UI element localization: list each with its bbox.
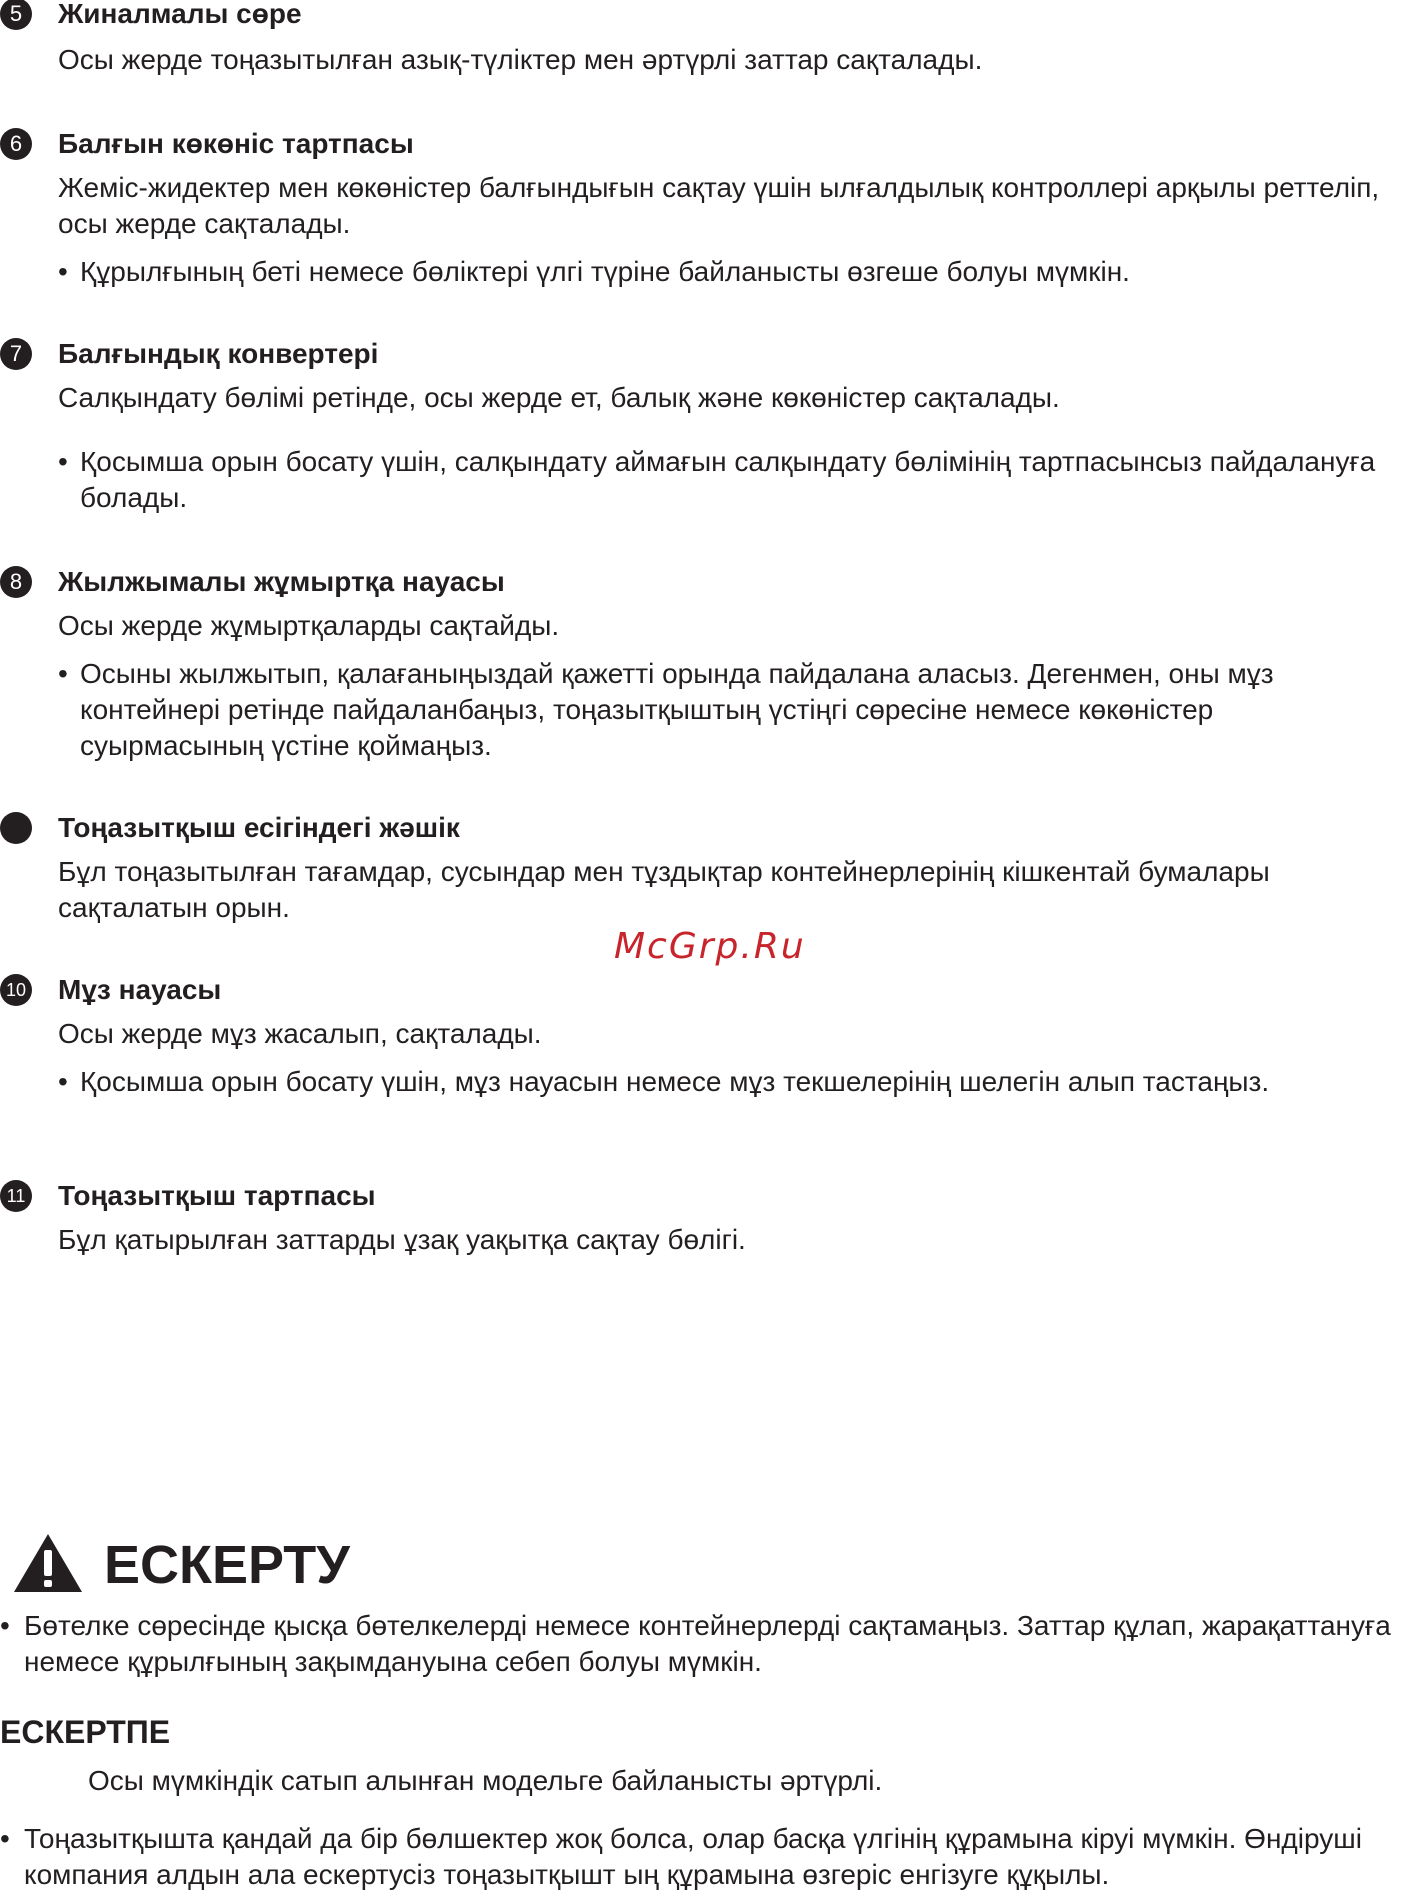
section-title: Жылжымалы жұмыртқа науасы: [58, 566, 505, 597]
section-title: Жиналмалы сөре: [58, 0, 302, 29]
section-title: Мұз науасы: [58, 974, 222, 1005]
bullet-item: [58, 1064, 1398, 1100]
number-badge-5: 5: [0, 0, 32, 30]
section-text: Салқындату бөлімі ретінде, осы жерде ет, балық және көкөністер сақталады.: [58, 382, 1060, 413]
section-title: Тоңазытқыш есігіндегі жәшік: [58, 812, 460, 843]
note-intro: Осы мүмкіндік сатып алынған модельге байланысты әртүрлі.: [88, 1765, 883, 1796]
note-title: ЕСКЕРТПЕ: [0, 1714, 171, 1750]
bullet-item: [58, 254, 1398, 290]
bullet-text: Қосымша орын босату үшін, мұз науасын немесе мұз текшелерінің шелегін алып тастаңыз.: [80, 1066, 1270, 1097]
bullet-dot-icon: •: [58, 256, 68, 287]
number-badge-6: 6: [0, 128, 32, 160]
bullet-dot-icon: •: [58, 658, 68, 689]
section-text: Осы жерде жұмыртқаларды сақтайды.: [58, 610, 560, 641]
bullet-item: [58, 444, 1398, 516]
note-bullet-text: Тоңазытқышта қандай да бір бөлшектер жоқ болса, олар басқа үлгінің құрамына кіруі мүмкін. Өндіруші компания алдын ала ескертусіз тоңазытқышт ың құрамына өзгеріс енгізуге құқылы.: [24, 1823, 1362, 1890]
bullet-dot-icon: •: [58, 446, 68, 477]
section-text: Осы жерде тоңазытылған азық-түліктер мен әртүрлі заттар сақталады.: [58, 44, 983, 75]
section-title: Балғындық конвертері: [58, 338, 379, 369]
number-badge-8: 8: [0, 566, 32, 598]
number-badge-7: 7: [0, 338, 32, 370]
section-title: Балғын көкөніс тартпасы: [58, 128, 414, 159]
section-text: Бұл тоңазытылған тағамдар, сусындар мен тұздықтар контейнерлерінің кішкентай бумалары сақталатын орын.: [58, 856, 1270, 923]
note-bullet: [0, 1821, 1414, 1893]
section-text: Жеміс-жидектер мен көкөністер балғындығын сақтау үшін ылғалдылық контроллері арқылы реттеліп, осы жерде сақталады.: [58, 172, 1380, 239]
section-title: Тоңазытқыш тартпасы: [58, 1180, 376, 1211]
number-badge-10: 10: [0, 974, 32, 1006]
section-text: Бұл қатырылған заттарды ұзақ уақытқа сақтау бөлігі.: [58, 1224, 746, 1255]
number-badge-9: [0, 812, 32, 844]
warning-text: Бөтелке сөресінде қысқа бөтелкелерді немесе контейнерлерді сақтамаңыз. Заттар құлап, жарақаттануға немесе құрылғының зақымдануына себеп болуы мүмкін.: [24, 1610, 1391, 1677]
bullet-item: [58, 656, 1398, 764]
number-badge-11: 11: [0, 1180, 32, 1212]
bullet-text: Құрылғының беті немесе бөліктері үлгі түріне байланысты өзгеше болуы мүмкін.: [80, 256, 1130, 287]
bullet-dot-icon: •: [0, 1823, 10, 1854]
warning-title: ЕСКЕРТУ: [104, 1535, 350, 1595]
bullet-text: Осыны жылжытып, қалағаныңыздай қажетті орында пайдалана аласыз. Дегенмен, оны мұз контейнері ретінде пайдаланбаңыз, тоңазытқыштың үстіңгі сөресіне немесе көкөністер суырмасының үстіне қоймаңыз.: [80, 658, 1274, 761]
warning-triangle-icon: [12, 1532, 84, 1594]
bullet-text: Қосымша орын босату үшін, салқындату аймағын салқындату бөлімінің тартпасынсыз пайдалануға болады.: [80, 446, 1376, 513]
bullet-dot-icon: •: [0, 1610, 10, 1641]
section-text: Осы жерде мұз жасалып, сақталады.: [58, 1018, 542, 1049]
watermark: McGrp.Ru: [614, 926, 806, 967]
warning-bullet: [0, 1608, 1414, 1680]
bullet-dot-icon: •: [58, 1066, 68, 1097]
